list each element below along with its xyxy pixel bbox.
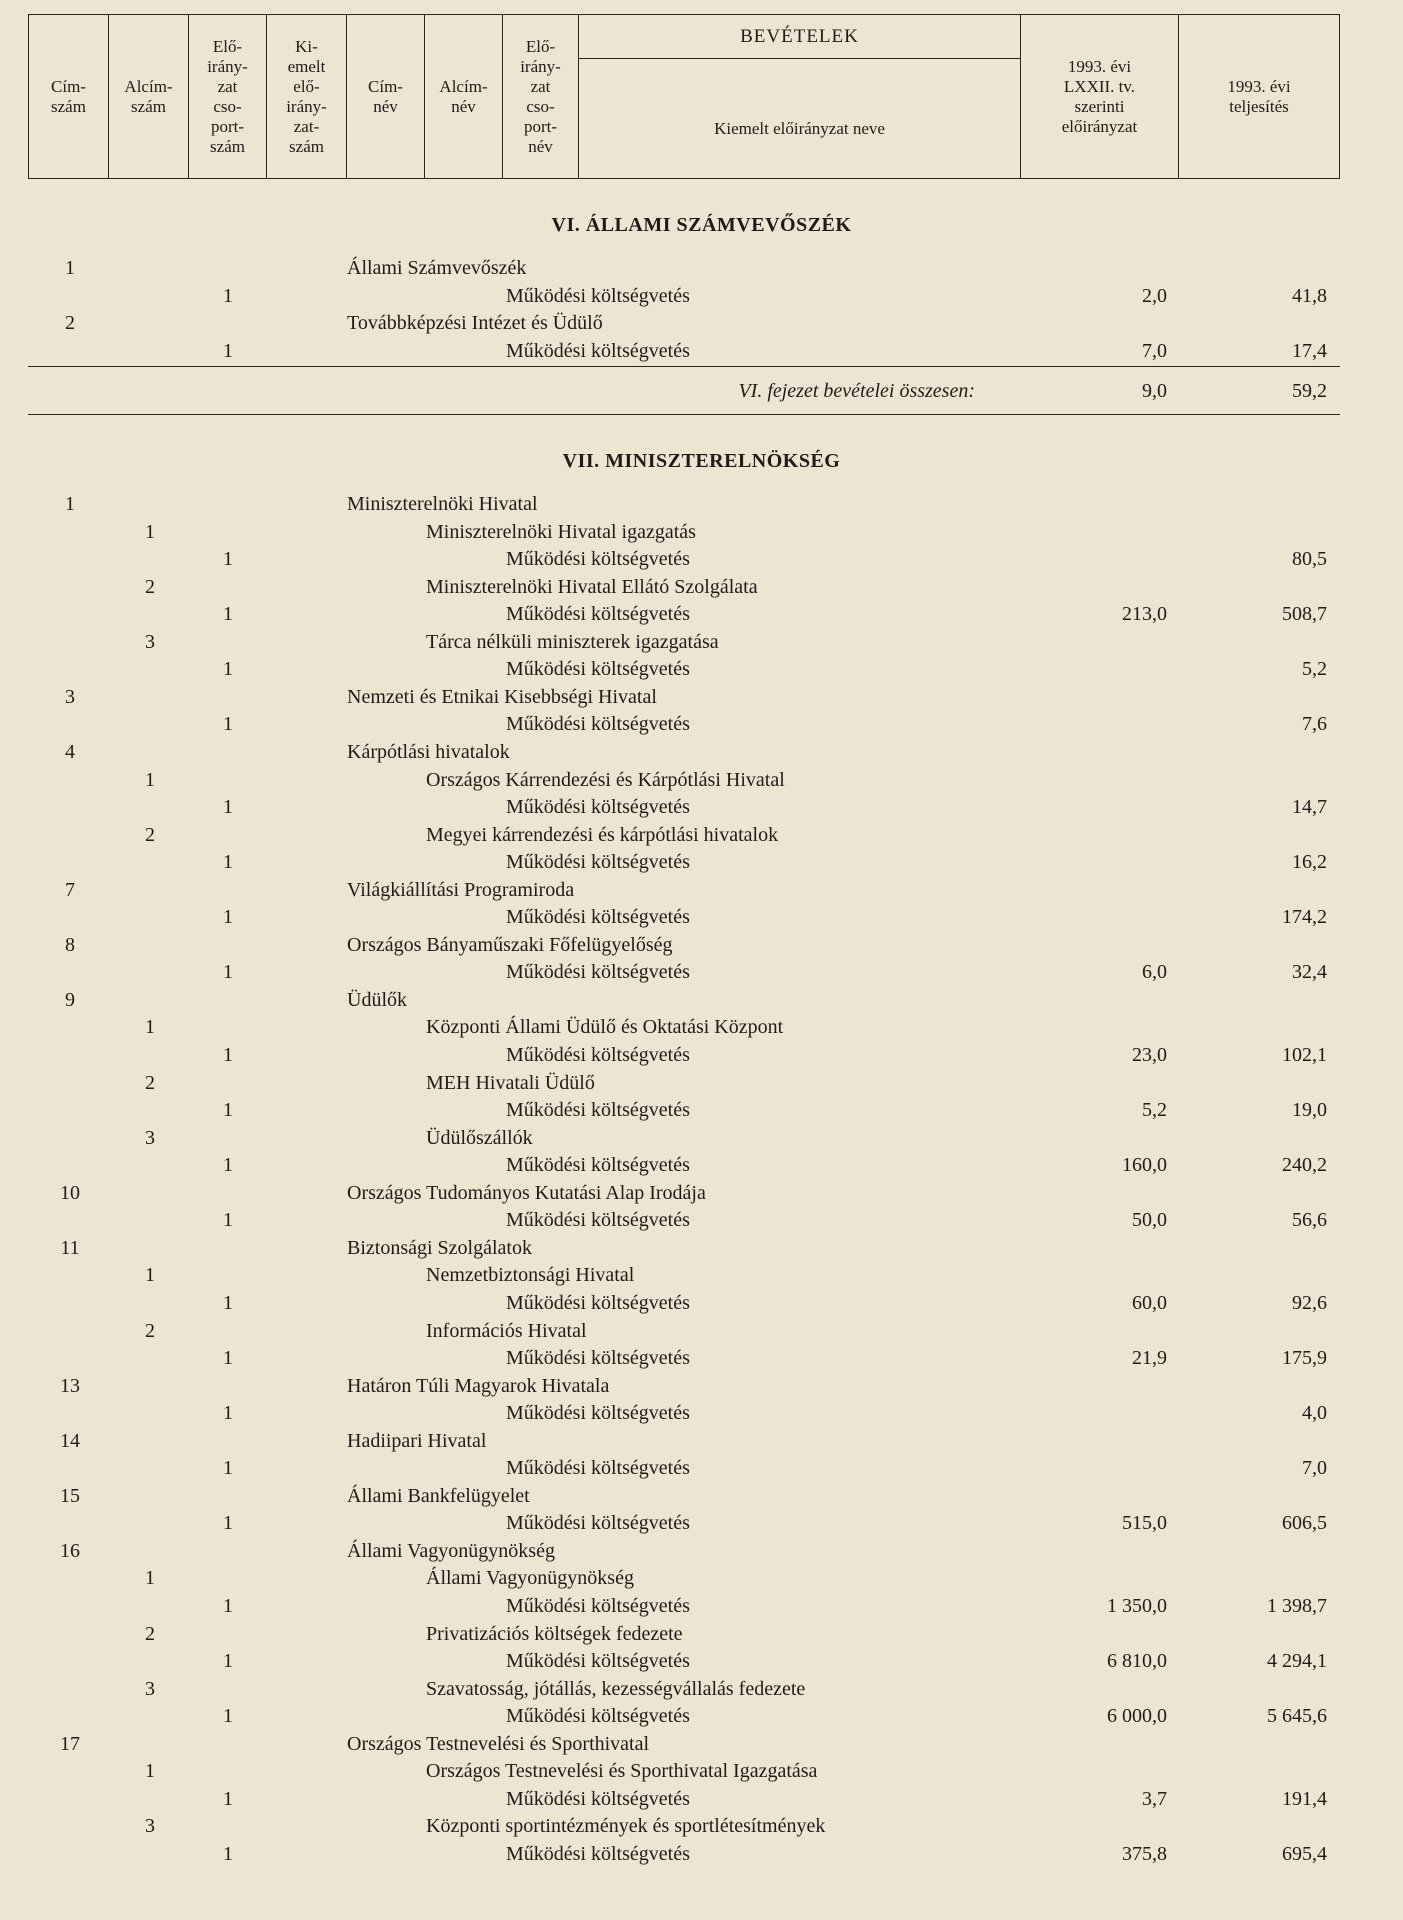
item-name: Működési költségvetés <box>506 1099 690 1122</box>
eloiranyzat-value: 50,0 <box>1132 1209 1167 1232</box>
table-row <box>0 1290 1403 1316</box>
teljesites-value: 92,6 <box>1292 1291 1327 1314</box>
item-name: Működési költségvetés <box>506 1402 690 1425</box>
item-name: Működési költségvetés <box>506 796 690 819</box>
item-name: Működési költségvetés <box>506 339 690 362</box>
item-name: Működési költségvetés <box>506 961 690 984</box>
table-row <box>0 1676 1403 1702</box>
alcim-szam: 1 <box>145 1264 155 1287</box>
section-vi-total-label: VI. fejezet bevételei összesen: <box>738 380 975 402</box>
cim-szam: 1 <box>65 257 75 279</box>
teljesites-value: 174,2 <box>1282 906 1327 929</box>
teljesites-value: 4,0 <box>1302 1402 1327 1425</box>
table-row <box>0 519 1403 545</box>
eloiranyzat-szam: 1 <box>223 1595 233 1617</box>
item-name: Működési költségvetés <box>506 658 690 681</box>
item-name: Működési költségvetés <box>506 1842 690 1865</box>
eloiranyzat-value: 1 350,0 <box>1107 1595 1167 1617</box>
table-row <box>0 1786 1403 1812</box>
item-name: Miniszterelnöki Hivatal <box>347 493 538 515</box>
eloiranyzat-szam: 1 <box>223 603 233 626</box>
eloiranyzat-value: 60,0 <box>1132 1291 1167 1314</box>
item-name: Működési költségvetés <box>506 906 690 929</box>
table-row <box>0 1097 1403 1123</box>
item-name: Nemzeti és Etnikai Kisebbségi Hivatal <box>347 685 657 708</box>
cim-szam: 10 <box>60 1181 80 1204</box>
table-row <box>0 822 1403 848</box>
eloiranyzat-value: 6,0 <box>1142 961 1167 984</box>
item-name: Állami Számvevőszék <box>347 257 527 279</box>
cim-szam: 9 <box>65 988 75 1011</box>
eloiranyzat-szam: 1 <box>223 713 233 736</box>
item-name: Működési költségvetés <box>506 1044 690 1066</box>
teljesites-value: 508,7 <box>1282 603 1327 626</box>
alcim-szam: 3 <box>145 1126 155 1149</box>
item-name: Üdülők <box>347 988 407 1011</box>
item-name: Állami Vagyonügynökség <box>426 1567 634 1590</box>
item-name: Nemzetbiztonsági Hivatal <box>426 1264 635 1287</box>
table-row <box>0 255 1403 281</box>
teljesites-value: 80,5 <box>1292 548 1327 571</box>
table-row <box>0 1758 1403 1784</box>
table-row <box>0 684 1403 710</box>
eloiranyzat-value: 3,7 <box>1142 1787 1167 1810</box>
teljesites-value: 175,9 <box>1282 1347 1327 1370</box>
cim-szam: 11 <box>60 1236 80 1259</box>
table-row <box>0 739 1403 765</box>
table-row <box>0 1152 1403 1178</box>
teljesites-value: 240,2 <box>1282 1154 1327 1177</box>
cim-szam: 15 <box>60 1484 80 1507</box>
header-eloiranyzat-csoport-szam <box>189 15 267 178</box>
eloiranyzat-szam: 1 <box>223 548 233 571</box>
eloiranyzat-szam: 1 <box>223 1154 233 1177</box>
item-name: MEH Hivatali Üdülő <box>426 1071 595 1094</box>
eloiranyzat-szam: 1 <box>223 1402 233 1425</box>
eloiranyzat-szam: 1 <box>223 284 233 307</box>
eloiranyzat-szam: 1 <box>223 1705 233 1728</box>
teljesites-value: 7,6 <box>1302 713 1327 736</box>
eloiranyzat-value: 23,0 <box>1132 1044 1167 1066</box>
eloiranyzat-szam: 1 <box>223 961 233 984</box>
cim-szam: 13 <box>60 1374 80 1397</box>
teljesites-value: 102,1 <box>1282 1044 1327 1066</box>
item-name: Megyei kárrendezési és kárpótlási hivatalok <box>426 823 779 846</box>
item-name: Központi Állami Üdülő és Oktatási Központ <box>426 1016 784 1039</box>
item-name: Működési költségvetés <box>506 1705 690 1728</box>
item-name: Működési költségvetés <box>506 548 690 571</box>
item-name: Állami Bankfelügyelet <box>347 1484 530 1507</box>
table-row <box>0 1841 1403 1867</box>
section-vi-rule-bottom <box>28 414 1340 415</box>
header-kiemelt-eloiranyzat-szam <box>267 15 347 178</box>
table-row <box>0 711 1403 737</box>
eloiranyzat-value: 6 000,0 <box>1107 1705 1167 1728</box>
item-name: Miniszterelnöki Hivatal igazgatás <box>426 520 696 543</box>
item-name: Országos Kárrendezési és Kárpótlási Hivatal <box>426 768 785 791</box>
table-row <box>0 1510 1403 1536</box>
eloiranyzat-szam: 1 <box>223 1099 233 1122</box>
table-row <box>0 1428 1403 1454</box>
table-row <box>0 1014 1403 1040</box>
alcim-szam: 1 <box>145 1016 155 1039</box>
item-name: Működési költségvetés <box>506 1595 690 1617</box>
teljesites-value: 4 294,1 <box>1267 1650 1327 1673</box>
item-name: Tárca nélküli miniszterek igazgatása <box>426 630 719 653</box>
item-name: Működési költségvetés <box>506 1787 690 1810</box>
item-name: Működési költségvetés <box>506 1154 690 1177</box>
eloiranyzat-value: 6 810,0 <box>1107 1650 1167 1673</box>
table-row <box>0 1813 1403 1839</box>
eloiranyzat-szam: 1 <box>223 339 233 362</box>
item-name: Kárpótlási hivatalok <box>347 740 510 763</box>
teljesites-value: 7,0 <box>1302 1457 1327 1480</box>
eloiranyzat-value: 21,9 <box>1132 1347 1167 1370</box>
alcim-szam: 2 <box>145 1319 155 1342</box>
eloiranyzat-szam: 1 <box>223 1650 233 1673</box>
item-name: Állami Vagyonügynökség <box>347 1539 555 1562</box>
teljesites-value: 1 398,7 <box>1267 1595 1327 1617</box>
item-name: Működési költségvetés <box>506 851 690 874</box>
cim-szam: 3 <box>65 685 75 708</box>
section-vi-total-row <box>0 378 1403 404</box>
header-1993-teljesites <box>1179 15 1339 178</box>
eloiranyzat-szam: 1 <box>223 1787 233 1810</box>
table-row <box>0 338 1403 364</box>
header-eloiranyzat-csoport-nev-text: Elő- irány- zat cso- port- név <box>520 36 561 156</box>
header-alcim-szam-text: Alcím- szám <box>124 76 173 116</box>
item-name: Továbbképzési Intézet és Üdülő <box>347 312 603 334</box>
table-row <box>0 310 1403 336</box>
alcim-szam: 2 <box>145 1071 155 1094</box>
table-row <box>0 877 1403 903</box>
item-name: Információs Hivatal <box>426 1319 587 1342</box>
cim-szam: 7 <box>65 878 75 901</box>
item-name: Privatizációs költségek fedezete <box>426 1622 683 1645</box>
table-row <box>0 1235 1403 1261</box>
teljesites-value: 41,8 <box>1292 284 1327 307</box>
item-name: Világkiállítási Programiroda <box>347 878 575 901</box>
item-name: Működési költségvetés <box>506 1512 690 1535</box>
table-row <box>0 491 1403 517</box>
cim-szam: 17 <box>60 1732 80 1755</box>
item-name: Működési költségvetés <box>506 1209 690 1232</box>
table-row <box>0 574 1403 600</box>
eloiranyzat-szam: 1 <box>223 1512 233 1535</box>
teljesites-value: 695,4 <box>1282 1842 1327 1865</box>
table-row <box>0 1648 1403 1674</box>
section-vi-rule-top <box>28 366 1340 367</box>
table-row <box>0 601 1403 627</box>
header-1993-tv-eloiranyzat <box>1021 15 1179 178</box>
table-row <box>0 1345 1403 1371</box>
table-row <box>0 656 1403 682</box>
item-name: Működési költségvetés <box>506 1457 690 1480</box>
header-eloiranyzat-csoport-nev <box>503 15 579 178</box>
alcim-szam: 2 <box>145 1622 155 1645</box>
table-row <box>0 1400 1403 1426</box>
teljesites-value: 16,2 <box>1292 851 1327 874</box>
teljesites-value: 56,6 <box>1292 1209 1327 1232</box>
teljesites-value: 32,4 <box>1292 961 1327 984</box>
item-name: Központi sportintézmények és sportlétesítmények <box>426 1815 826 1838</box>
header-kiemelt-eloiranyzat-szam-text: Ki- emelt elő- irány- zat- szám <box>286 36 327 156</box>
eloiranyzat-szam: 1 <box>223 1347 233 1370</box>
cim-szam: 1 <box>65 493 75 515</box>
item-name: Működési költségvetés <box>506 1347 690 1370</box>
eloiranyzat-szam: 1 <box>223 796 233 819</box>
table-row <box>0 1455 1403 1481</box>
table-row <box>0 794 1403 820</box>
section-vi-title: VI. ÁLLAMI SZÁMVEVŐSZÉK <box>551 214 852 236</box>
cim-szam: 2 <box>65 312 75 334</box>
cim-szam: 8 <box>65 933 75 956</box>
item-name: Országos Bányaműszaki Főfelügyelőség <box>347 933 673 956</box>
item-name: Működési költségvetés <box>506 284 690 307</box>
teljesites-value: 5 645,6 <box>1267 1705 1327 1728</box>
table-row <box>0 849 1403 875</box>
cim-szam: 4 <box>65 740 75 763</box>
table-row <box>0 283 1403 309</box>
alcim-szam: 1 <box>145 768 155 791</box>
eloiranyzat-value: 160,0 <box>1122 1154 1167 1177</box>
eloiranyzat-value: 515,0 <box>1122 1512 1167 1535</box>
table-row <box>0 1180 1403 1206</box>
eloiranyzat-szam: 1 <box>223 658 233 681</box>
table-row <box>0 1042 1403 1068</box>
item-name: Miniszterelnöki Hivatal Ellátó Szolgálata <box>426 575 758 598</box>
table-row <box>0 1621 1403 1647</box>
item-name: Működési költségvetés <box>506 1650 690 1673</box>
item-name: Biztonsági Szolgálatok <box>347 1236 532 1259</box>
section-vi-total-teljesites: 59,2 <box>1292 380 1327 402</box>
table-row <box>0 1373 1403 1399</box>
alcim-szam: 3 <box>145 1815 155 1838</box>
alcim-szam: 3 <box>145 630 155 653</box>
table-row <box>0 1565 1403 1591</box>
teljesites-value: 191,4 <box>1282 1787 1327 1810</box>
header-cim-nev-text: Cím- név <box>368 76 403 116</box>
table-row <box>0 1262 1403 1288</box>
eloiranyzat-value: 213,0 <box>1122 603 1167 626</box>
header-cim-szam <box>29 15 109 178</box>
table-row <box>0 1538 1403 1564</box>
alcim-szam: 1 <box>145 1567 155 1590</box>
table-row <box>0 767 1403 793</box>
header-alcim-szam <box>109 15 189 178</box>
teljesites-value: 14,7 <box>1292 796 1327 819</box>
cim-szam: 14 <box>60 1429 80 1452</box>
eloiranyzat-szam: 1 <box>223 1457 233 1480</box>
table-row <box>0 987 1403 1013</box>
table-row <box>0 1483 1403 1509</box>
alcim-szam: 2 <box>145 823 155 846</box>
eloiranyzat-szam: 1 <box>223 1842 233 1865</box>
item-name: Határon Túli Magyarok Hivatala <box>347 1374 610 1397</box>
eloiranyzat-value: 2,0 <box>1142 284 1167 307</box>
table-row <box>0 1593 1403 1619</box>
teljesites-value: 19,0 <box>1292 1099 1327 1122</box>
eloiranyzat-szam: 1 <box>223 1044 233 1066</box>
header-cim-szam-text: Cím- szám <box>51 76 86 116</box>
section-vii-title: VII. MINISZTERELNÖKSÉG <box>562 450 841 472</box>
item-name: Működési költségvetés <box>506 1291 690 1314</box>
eloiranyzat-szam: 1 <box>223 1209 233 1232</box>
teljesites-value: 17,4 <box>1292 339 1327 362</box>
table-row <box>0 629 1403 655</box>
eloiranyzat-szam: 1 <box>223 851 233 874</box>
eloiranyzat-szam: 1 <box>223 1291 233 1314</box>
header-bevetelek: BEVÉTELEK <box>579 15 1021 59</box>
eloiranyzat-value: 5,2 <box>1142 1099 1167 1122</box>
item-name: Országos Testnevelési és Sporthivatal <box>347 1732 650 1755</box>
table-row <box>0 1318 1403 1344</box>
item-name: Működési költségvetés <box>506 603 690 626</box>
table-header <box>28 14 1340 179</box>
alcim-szam: 1 <box>145 520 155 543</box>
item-name: Üdülőszállók <box>426 1126 533 1149</box>
table-row <box>0 1703 1403 1729</box>
table-row <box>0 1207 1403 1233</box>
table-row <box>0 546 1403 572</box>
table-row <box>0 1731 1403 1757</box>
table-row <box>0 904 1403 930</box>
table-row <box>0 932 1403 958</box>
header-1993-teljesites-text: 1993. évi teljesítés <box>1227 76 1291 116</box>
header-1993-tv-eloiranyzat-text: 1993. évi LXXII. tv. szerinti előirányzat <box>1061 56 1138 136</box>
alcim-szam: 2 <box>145 575 155 598</box>
item-name: Országos Testnevelési és Sporthivatal Igazgatása <box>426 1760 818 1783</box>
item-name: Szavatosság, jótállás, kezességvállalás fedezete <box>426 1677 806 1700</box>
teljesites-value: 5,2 <box>1302 658 1327 681</box>
alcim-szam: 1 <box>145 1760 155 1783</box>
table-row <box>0 1070 1403 1096</box>
alcim-szam: 3 <box>145 1677 155 1700</box>
cim-szam: 16 <box>60 1539 80 1562</box>
teljesites-value: 606,5 <box>1282 1512 1327 1535</box>
header-kiemelt-eloiranyzat-neve: Kiemelt előirányzat neve <box>579 59 1021 179</box>
table-row <box>0 1125 1403 1151</box>
header-alcim-nev <box>425 15 503 178</box>
header-alcim-nev-text: Alcím- név <box>439 76 488 116</box>
header-eloiranyzat-csoport-szam-text: Elő- irány- zat cso- port- szám <box>207 36 248 156</box>
eloiranyzat-value: 7,0 <box>1142 339 1167 362</box>
item-name: Működési költségvetés <box>506 713 690 736</box>
eloiranyzat-szam: 1 <box>223 906 233 929</box>
table-row <box>0 959 1403 985</box>
item-name: Hadiipari Hivatal <box>347 1429 487 1452</box>
item-name: Országos Tudományos Kutatási Alap Irodája <box>347 1181 706 1204</box>
eloiranyzat-value: 375,8 <box>1122 1842 1167 1865</box>
section-vi-total-eloiranyzat: 9,0 <box>1142 380 1167 402</box>
header-cim-nev <box>347 15 425 178</box>
